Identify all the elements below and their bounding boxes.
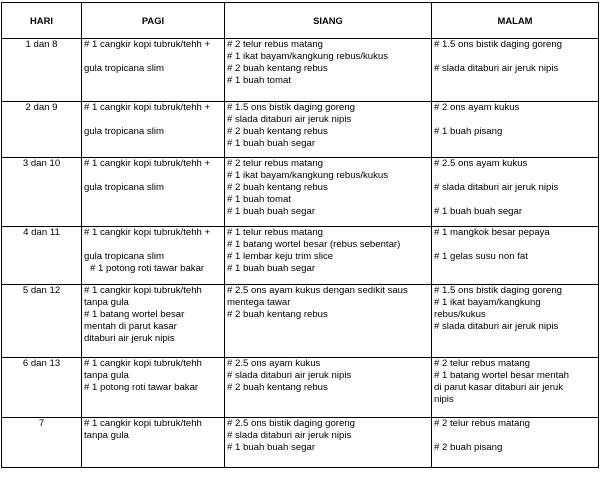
siang-item: # 1 ikat bayam/kangkung rebus/kukus — [227, 170, 389, 181]
siang-cell — [225, 158, 432, 227]
pagi-item: # 1 batang wortel besar — [84, 309, 185, 320]
siang-item: # 1 ikat bayam/kangkung rebus/kukus — [227, 51, 389, 62]
malam-cell — [432, 102, 599, 158]
siang-item: # 2 telur rebus matang — [227, 39, 323, 50]
siang-cell — [225, 358, 432, 418]
malam-item: di parut kasar ditaburi air jeruk — [434, 382, 564, 393]
malam-item: # 1 buah buah segar — [434, 206, 523, 217]
siang-cell — [225, 39, 432, 102]
day-cell: 4 dan 11 — [2, 227, 82, 285]
pagi-item: tanpa gula — [84, 370, 129, 381]
malam-item — [434, 194, 596, 206]
malam-item: # 1.5 ons bistik daging goreng — [434, 285, 563, 296]
malam-item: nipis — [434, 394, 454, 405]
siang-item: # 1 batang wortel besar (rebus sebentar) — [227, 239, 401, 250]
malam-cell — [432, 358, 599, 418]
pagi-item — [84, 51, 222, 63]
pagi-item — [84, 170, 222, 182]
pagi-item: # 1 cangkir kopi tubruk/tehh — [84, 285, 202, 296]
pagi-item: tanpa gula — [84, 430, 129, 441]
day-cell: 1 dan 8 — [2, 39, 82, 102]
day-cell: 6 dan 13 — [2, 358, 82, 418]
malam-item: # 1 buah pisang — [434, 126, 503, 137]
pagi-item: gula tropicana slim — [84, 126, 164, 137]
siang-item: # 2 buah kentang rebus — [227, 126, 328, 137]
malam-cell — [432, 227, 599, 285]
table-row — [2, 358, 599, 418]
malam-item: # 1 gelas susu non fat — [434, 251, 528, 262]
siang-item: # slada ditaburi air jeruk nipis — [227, 114, 352, 125]
malam-item — [434, 114, 596, 126]
header-malam: MALAM — [432, 3, 599, 39]
day-cell: 5 dan 12 — [2, 285, 82, 358]
day-cell: 7 — [2, 418, 82, 468]
pagi-item: # 1 potong roti tawar bakar — [84, 382, 199, 393]
siang-cell — [225, 227, 432, 285]
day-cell: 3 dan 10 — [2, 158, 82, 227]
meal-plan-table — [1, 2, 599, 468]
malam-item: # slada ditaburi air jeruk nipis — [434, 182, 559, 193]
header-siang: SIANG — [225, 3, 432, 39]
malam-cell — [432, 39, 599, 102]
malam-item — [434, 430, 596, 442]
pagi-cell — [82, 102, 225, 158]
malam-item: # slada ditaburi air jeruk nipis — [434, 63, 559, 74]
malam-item: # 2.5 ons ayam kukus — [434, 158, 528, 169]
pagi-cell — [82, 285, 225, 358]
pagi-item: # 1 cangkir kopi tubruk/tehh — [84, 358, 202, 369]
pagi-item — [84, 114, 222, 126]
table-row — [2, 227, 599, 285]
siang-item: # 1 lembar keju trim slice — [227, 251, 334, 262]
siang-item: # 2 buah kentang rebus — [227, 63, 328, 74]
malam-item: rebus/kukus — [434, 309, 486, 320]
siang-item: # 1 buah tomat — [227, 194, 292, 205]
siang-item: # 1 buah buah segar — [227, 206, 316, 217]
siang-item: # 1 buah buah segar — [227, 442, 316, 453]
pagi-item: gula tropicana slim — [84, 251, 164, 262]
siang-item: # 2.5 ons ayam kukus — [227, 358, 321, 369]
siang-item: # slada ditaburi air jeruk nipis — [227, 370, 352, 381]
pagi-item: # 1 potong roti tawar bakar — [90, 263, 205, 274]
malam-item: # 2 telur rebus matang — [434, 418, 530, 429]
siang-item: # 2 buah kentang rebus — [227, 309, 328, 320]
malam-item: # 1 ikat bayam/kangkung — [434, 297, 541, 308]
pagi-item: # 1 cangkir kopi tubruk/tehh + — [84, 39, 211, 50]
pagi-item: gula tropicana slim — [84, 63, 164, 74]
pagi-cell — [82, 158, 225, 227]
meal-plan-sheet — [1, 2, 598, 475]
siang-item: # 2 buah kentang rebus — [227, 182, 328, 193]
pagi-cell — [82, 418, 225, 468]
malam-cell — [432, 158, 599, 227]
malam-item: # 1.5 ons bistik daging goreng — [434, 39, 563, 50]
pagi-cell — [82, 227, 225, 285]
header-row — [2, 3, 599, 39]
pagi-item: # 1 cangkir kopi tubruk/tehh + — [84, 102, 211, 113]
table-row — [2, 418, 599, 468]
malam-item: # 2 ons ayam kukus — [434, 102, 520, 113]
header-hari: HARI — [2, 3, 82, 39]
malam-cell — [432, 418, 599, 468]
malam-item — [434, 51, 596, 63]
malam-item: # 1 batang wortel besar mentah — [434, 370, 569, 381]
table-row — [2, 158, 599, 227]
siang-cell — [225, 102, 432, 158]
pagi-item: # 1 cangkir kopi tubruk/tehh — [84, 418, 202, 429]
malam-item — [434, 170, 596, 182]
siang-cell — [225, 418, 432, 468]
siang-item: # 1 buah buah segar — [227, 138, 316, 149]
siang-item: # 2.5 ons bistik daging goreng — [227, 418, 356, 429]
pagi-item: # 1 cangkir kopi tubruk/tehh + — [84, 158, 211, 169]
pagi-cell — [82, 39, 225, 102]
table-body — [2, 39, 599, 468]
siang-item: # slada ditaburi air jeruk nipis — [227, 430, 352, 441]
siang-item: # 2 telur rebus matang — [227, 158, 323, 169]
table-row — [2, 285, 599, 358]
pagi-cell — [82, 358, 225, 418]
pagi-item: gula tropicana slim — [84, 182, 164, 193]
siang-item: # 1 buah buah segar — [227, 263, 316, 274]
pagi-item: mentah di parut kasar — [84, 321, 177, 332]
siang-item: # 1 buah tomat — [227, 75, 292, 86]
header-pagi: PAGI — [82, 3, 225, 39]
siang-item: mentega tawar — [227, 297, 291, 308]
malam-item: # 2 buah pisang — [434, 442, 503, 453]
malam-item: # 2 telur rebus matang — [434, 358, 530, 369]
table-row — [2, 39, 599, 102]
malam-item: # slada ditaburi air jeruk nipis — [434, 321, 559, 332]
day-cell: 2 dan 9 — [2, 102, 82, 158]
siang-cell — [225, 285, 432, 358]
pagi-item — [84, 239, 222, 251]
siang-item: # 1.5 ons bistik daging goreng — [227, 102, 356, 113]
table-row — [2, 102, 599, 158]
malam-cell — [432, 285, 599, 358]
pagi-item: # 1 cangkir kopi tubruk/tehh + — [84, 227, 211, 238]
siang-item: # 2 buah kentang rebus — [227, 382, 328, 393]
pagi-item: ditaburi air jeruk nipis — [84, 333, 175, 344]
malam-item — [434, 239, 596, 251]
pagi-item: tanpa gula — [84, 297, 129, 308]
siang-item: # 1 telur rebus matang — [227, 227, 323, 238]
siang-item: # 2.5 ons ayam kukus dengan sedikit saus — [227, 285, 408, 296]
malam-item: # 1 mangkok besar pepaya — [434, 227, 550, 238]
